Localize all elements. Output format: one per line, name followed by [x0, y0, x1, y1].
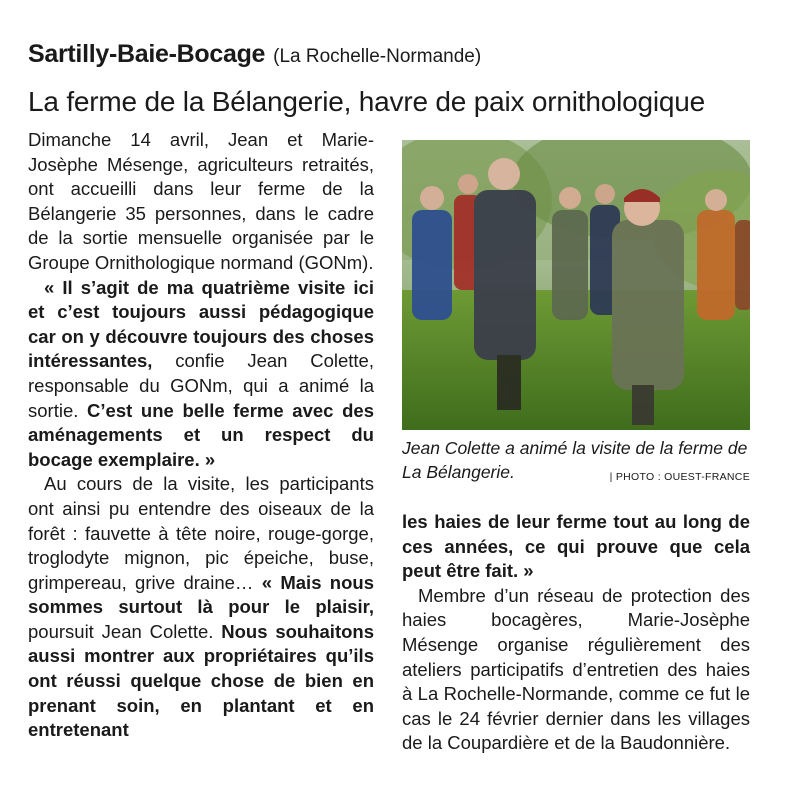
article-column-2	[402, 510, 750, 756]
headline: La ferme de la Bélangerie, havre de paix ornithologique	[28, 86, 706, 117]
photo-caption	[402, 436, 750, 489]
commune-name: (La Rochelle-Normande)	[273, 46, 482, 67]
quote-text: les haies de leur ferme tout au long de ces années, ce qui prouve que cela peut être fait. »	[402, 511, 750, 582]
quote-text: « Il s’agit de ma quatrième visite ici et c’est toujours aussi pédagogique car on y découvre toujours des choses intéressantes,	[28, 276, 374, 372]
city-name: Sartilly-Baie-Bocage	[28, 40, 266, 68]
paragraph-text: poursuit Jean Colette.	[28, 620, 222, 642]
paragraph	[28, 472, 374, 743]
paragraph-text: Dimanche 14 avril, Jean et Marie-Josèphe Mésenge, agriculteurs retraités, ont accueilli dans leur ferme de la Bélangerie 35 personnes, dans le cadre de la sortie mensuelle organisée par le Groupe Ornithologique normand (GONm).	[28, 129, 374, 273]
photo-credit: | PHOTO : OUEST-FRANCE	[609, 471, 750, 483]
photo-illustration	[402, 140, 750, 430]
paragraph-text: confie Jean Colette, responsable du GONm, qui a animé la sortie.	[28, 350, 374, 421]
paragraph	[28, 128, 374, 276]
quote-text: Nous souhaitons aussi montrer aux propriétaires qu’ils ont réussi quelque chose de bien en prenant soin, en plantant et en entretenant	[28, 620, 375, 741]
paragraph-text: Au cours de la visite, les participants ont ainsi pu entendre des oiseaux de la forêt : fauvette à tête noire, rouge-gorge, troglodyte mignon, pic épeiche, buse, grimpereau, grive draine…	[28, 473, 374, 593]
article-photo	[402, 140, 750, 430]
article-column-1	[28, 128, 374, 743]
paragraph-quote	[28, 276, 374, 473]
quote-text: C’est une belle ferme avec des aménagements et un respect du bocage exemplaire. »	[28, 399, 374, 470]
quote-text: « Mais nous sommes surtout là pour le plaisir,	[28, 571, 374, 618]
paragraph-text: Membre d’un réseau de protection des haies bocagères, Marie-Josèphe Mésenge organise régulièrement des ateliers participatifs d’entretien des haies à La Rochelle-Normande, comme ce fut le cas le 24 février dernier dans les villages de la Coupardière et de la Baudonnière.	[402, 584, 750, 754]
kicker	[28, 40, 481, 69]
caption-text: Jean Colette a animé la visite de la ferme de La Bélangerie.	[402, 438, 748, 482]
paragraph-quote	[402, 510, 750, 584]
paragraph	[402, 584, 750, 756]
